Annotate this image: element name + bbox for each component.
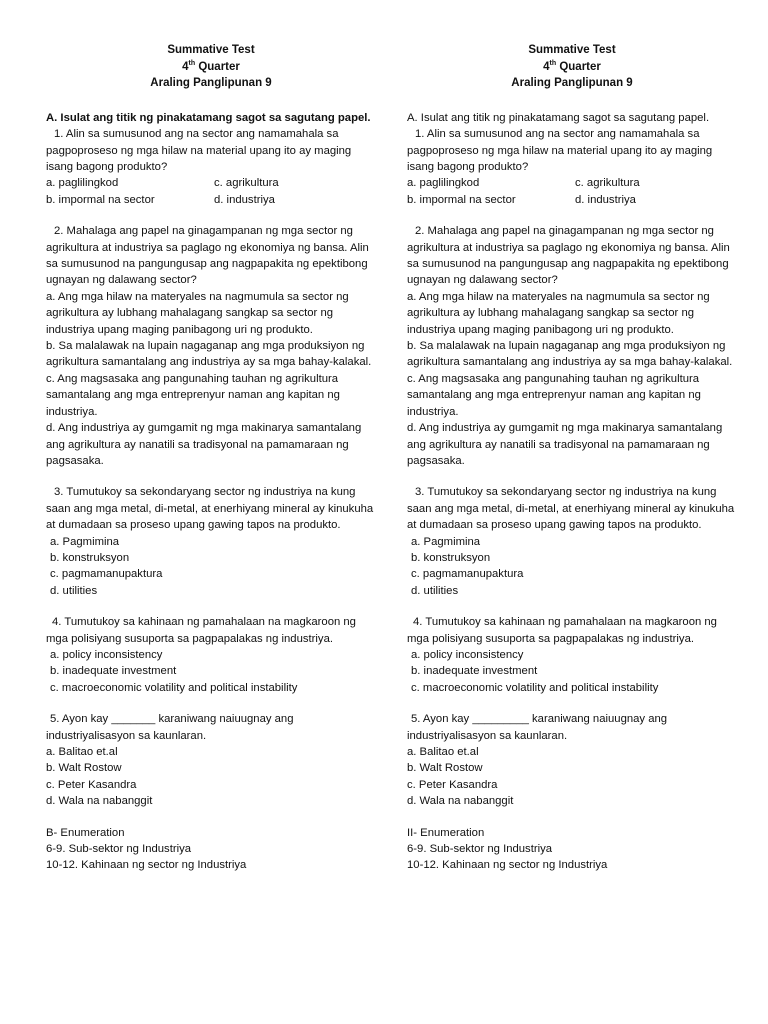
right-copy xyxy=(407,42,737,874)
enumeration-item-2: 10-12. Kahinaan ng sector ng Industriya xyxy=(407,859,608,872)
q2-choice-a: a. Ang mga hilaw na materyales na nagmumula sa sector ng agrikultura ay lubhang mahalagang sangkap sa sector ng industriya upang maging panibagong uri ng produkto. xyxy=(46,290,349,336)
question-2: 2. Mahalaga ang papel na ginagampanan ng mga sector ng agrikultura at industriya sa paglago ng ekonomiya ng bansa. Alin sa sumusunod na pangungusap ang nagpapakita ng epektibong ugnayan ng dalawang sector? xyxy=(407,225,730,287)
enumeration-item-2: 10-12. Kahinaan ng sector ng Industriya xyxy=(46,859,247,872)
question-1: 1. Alin sa sumusunod ang na sector ang namamahala sa pagpoproseso ng mga hilaw na material upang ito ay maging isang bagong produkto? xyxy=(407,128,713,173)
quarter-word: Quarter xyxy=(559,60,601,73)
q1-choice-d: d. industriya xyxy=(575,193,636,206)
q3-choice-c: c. pagmamanupaktura xyxy=(50,568,163,581)
q3-choice-c: c. pagmamanupaktura xyxy=(411,568,524,581)
q2-choice-d: d. Ang industriya ay gumgamit ng mga makinarya samantalang ang agrikultura ay nanatili sa tradisyonal na pamamaraan ng pagsasaka. xyxy=(46,422,362,467)
quarter-number: 4 xyxy=(182,60,189,73)
q4-choice-c: c. macroeconomic volatility and political instability xyxy=(411,681,659,694)
q3-choice-a: a. Pagmimina xyxy=(411,535,481,548)
q5-choice-c: c. Peter Kasandra xyxy=(46,778,137,791)
q1-choices-row2 xyxy=(46,192,376,208)
instruction: A. Isulat ang titik ng pinakatamang sagot sa sagutang papel. xyxy=(407,111,710,124)
q1-choice-a: a. paglilingkod xyxy=(46,177,119,190)
quarter-number: 4 xyxy=(543,60,550,73)
quarter-label xyxy=(46,59,376,76)
q1-choice-c: c. agrikultura xyxy=(575,177,640,190)
q1-choice-d: d. industriya xyxy=(214,193,275,206)
enumeration-item-1: 6-9. Sub-sektor ng Industriya xyxy=(407,843,553,856)
enumeration-item-1: 6-9. Sub-sektor ng Industriya xyxy=(46,843,192,856)
instruction: A. Isulat ang titik ng pinakatamang sagot sa sagutang papel. xyxy=(46,111,371,124)
q3-choice-d: d. utilities xyxy=(50,584,98,597)
q4-choice-c: c. macroeconomic volatility and political instability xyxy=(50,681,298,694)
question-3: 3. Tumutukoy sa sekondaryang sector ng industriya na kung saan ang mga metal, di-metal, at enerhiyang mineral ay kinukuha at dumadaan sa proseso upang gawing tapos na produkto. xyxy=(407,486,735,532)
q5-choice-b: b. Walt Rostow xyxy=(46,762,122,775)
q1-choice-c: c. agrikultura xyxy=(214,177,279,190)
quarter-word: Quarter xyxy=(198,60,240,73)
question-4: 4. Tumutukoy sa kahinaan ng pamahalaan na magkaroon ng mga polisiyang susuporta sa pagpapalakas ng industriya. xyxy=(46,616,356,645)
test-title: Summative Test xyxy=(528,44,616,56)
q2-choice-c: c. Ang magsasaka ang pangunahing tauhan ng agrikultura samantalang ang mga entreprenyur naman ang kapitan ng industriya. xyxy=(46,372,340,418)
q2-choice-a: a. Ang mga hilaw na materyales na nagmumula sa sector ng agrikultura ay lubhang mahalagang sangkap sa sector ng industriya upang maging panibagong uri ng produkto. xyxy=(407,290,710,336)
q2-choice-b: b. Sa malalawak na lupain nagaganap ang mga produksiyon ng agrikultura samantalang ang industriya ay sa mga bahay-kalakal. xyxy=(407,340,733,369)
q1-choices-row1 xyxy=(46,175,376,191)
q4-choice-a: a. policy inconsistency xyxy=(50,648,163,661)
q3-choice-b: b. konstruksyon xyxy=(50,551,130,564)
q5-choice-d: d. Wala na nabanggit xyxy=(407,795,514,808)
q1-choices-row2 xyxy=(407,192,737,208)
question-1: 1. Alin sa sumusunod ang na sector ang namamahala sa pagpoproseso ng mga hilaw na material upang ito ay maging isang bagong produkto? xyxy=(46,128,352,173)
enumeration-heading: II- Enumeration xyxy=(407,826,485,839)
q5-choice-d: d. Wala na nabanggit xyxy=(46,795,153,808)
q1-choice-b: b. impormal na sector xyxy=(407,193,516,206)
q4-choice-a: a. policy inconsistency xyxy=(411,648,524,661)
q1-choice-b: b. impormal na sector xyxy=(46,193,155,206)
q5-choice-a: a. Balitao et.al xyxy=(46,746,118,758)
question-2: 2. Mahalaga ang papel na ginagampanan ng mga sector ng agrikultura at industriya sa paglago ng ekonomiya ng bansa. Alin sa sumusunod na pangungusap ang nagpapakita ng epektibong ugnayan ng dalawang sector? xyxy=(46,225,369,287)
enumeration-heading: B- Enumeration xyxy=(46,826,125,839)
q3-choice-b: b. konstruksyon xyxy=(411,551,491,564)
q5-choice-c: c. Peter Kasandra xyxy=(407,778,498,791)
test-title: Summative Test xyxy=(167,44,255,56)
q4-choice-b: b. inadequate investment xyxy=(411,665,538,678)
subject-title: Araling Panglipunan 9 xyxy=(150,77,272,90)
question-3: 3. Tumutukoy sa sekondaryang sector ng industriya na kung saan ang mga metal, di-metal, at enerhiyang mineral ay kinukuha at dumadaan sa proseso upang gawing tapos na produkto. xyxy=(46,486,374,532)
q3-choice-d: d. utilities xyxy=(411,584,459,597)
question-5: 5. Ayon kay _______ karaniwang naiuugnay ang industriyalisasyon sa kaunlaran. xyxy=(46,713,294,742)
quarter-suffix: th xyxy=(188,59,196,67)
quarter-suffix: th xyxy=(549,59,557,67)
question-4: 4. Tumutukoy sa kahinaan ng pamahalaan na magkaroon ng mga polisiyang susuporta sa pagpapalakas ng industriya. xyxy=(407,616,717,645)
q5-choice-b: b. Walt Rostow xyxy=(407,762,483,775)
q5-choice-a: a. Balitao et.al xyxy=(407,746,479,758)
left-copy xyxy=(46,42,376,874)
q2-choice-b: b. Sa malalawak na lupain nagaganap ang mga produksiyon ng agrikultura samantalang ang industriya ay sa mga bahay-kalakal. xyxy=(46,340,372,369)
q4-choice-b: b. inadequate investment xyxy=(50,665,177,678)
q3-choice-a: a. Pagmimina xyxy=(50,535,120,548)
q1-choice-a: a. paglilingkod xyxy=(407,177,480,190)
subject-title: Araling Panglipunan 9 xyxy=(511,77,633,90)
q1-choices-row1 xyxy=(407,175,737,191)
q2-choice-c: c. Ang magsasaka ang pangunahing tauhan ng agrikultura samantalang ang mga entreprenyur naman ang kapitan ng industriya. xyxy=(407,372,701,418)
q2-choice-d: d. Ang industriya ay gumgamit ng mga makinarya samantalang ang agrikultura ay nanatili sa tradisyonal na pamamaraan ng pagsasaka. xyxy=(407,422,723,467)
quarter-label xyxy=(407,59,737,76)
question-5: 5. Ayon kay _________ karaniwang naiuugnay ang industriyalisasyon sa kaunlaran. xyxy=(407,713,668,742)
